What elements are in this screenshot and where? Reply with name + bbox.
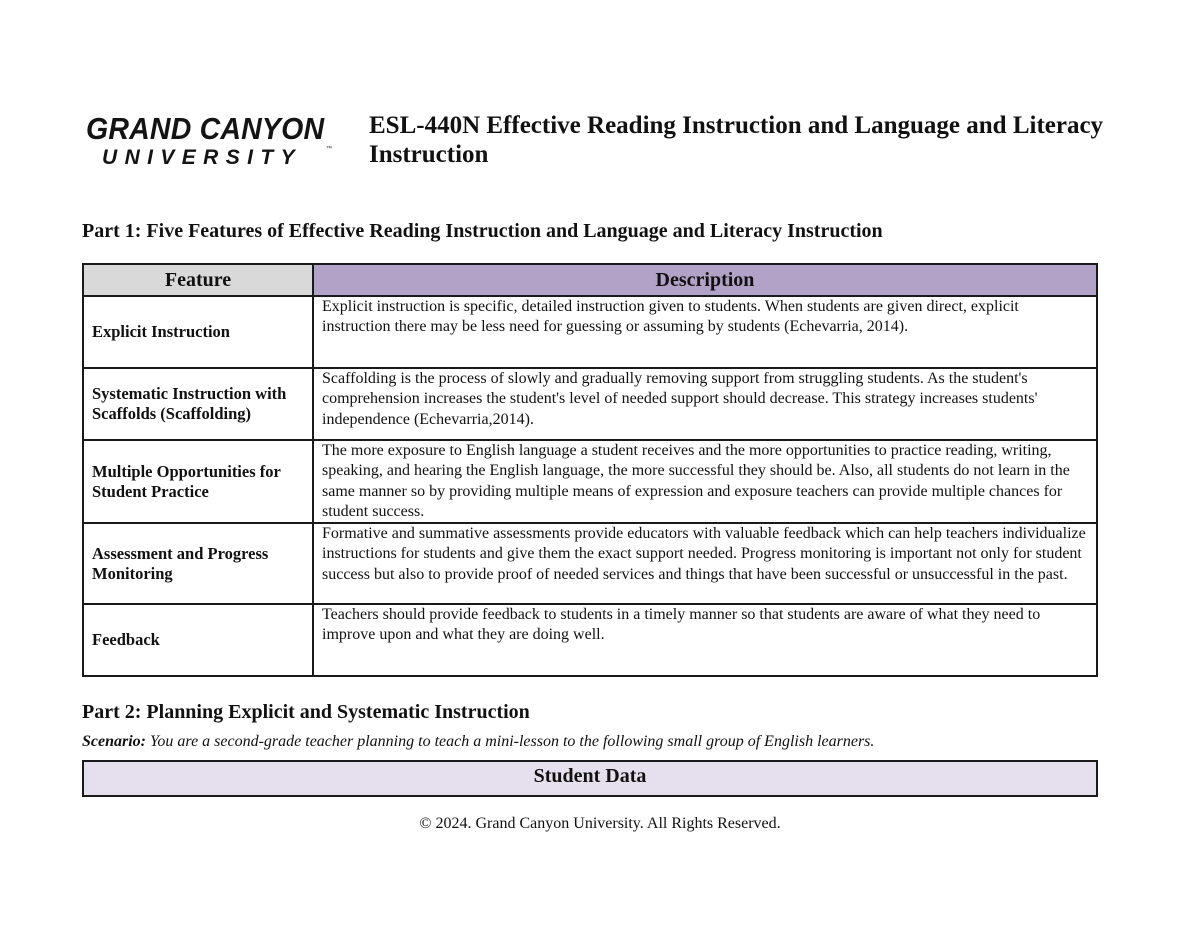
table-header-row [83, 264, 1097, 296]
copyright-footer: © 2024. Grand Canyon University. All Rights Reserved. [419, 815, 781, 832]
table-row [83, 440, 1097, 523]
feature-column-header: Feature [83, 264, 313, 296]
feature-cell: Explicit Instruction [83, 296, 313, 368]
description-cell: Teachers should provide feedback to students in a timely manner so that students are aware of what they need to improve upon and what they are doing well. [313, 604, 1097, 676]
table-row [83, 296, 1097, 368]
table-row [83, 368, 1097, 440]
feature-cell: Assessment and Progress Monitoring [83, 523, 313, 604]
feature-cell: Systematic Instruction with Scaffolds (Scaffolding) [83, 368, 313, 440]
logo-trademark: ™ [326, 146, 332, 152]
gcu-logo [86, 113, 358, 173]
description-cell: Scaffolding is the process of slowly and gradually removing support from struggling students. As the student's comprehension increases the student's level of needed support should decrease. This strategy increases students' independence (Echevarria,2014). [313, 368, 1097, 440]
description-cell: Formative and summative assessments provide educators with valuable feedback which can help teachers individualize instructions for students and give them the exact support needed. Progress monitoring is important not only for student success but also to provide proof of needed services and things that have been successful or unsuccessful in the past. [313, 523, 1097, 604]
table-row [83, 604, 1097, 676]
description-cell: Explicit instruction is specific, detailed instruction given to students. When students are given direct, explicit instruction there may be less need for guessing or assuming by students (Echevarria, 2014). [313, 296, 1097, 368]
logo-line-2: UNIVERSITY [102, 146, 303, 169]
features-table [82, 263, 1098, 677]
part2-heading: Part 2: Planning Explicit and Systematic Instruction [82, 701, 530, 723]
description-cell: The more exposure to English language a student receives and the more opportunities to practice reading, writing, speaking, and hearing the English language, the more successful they should be. Also, all students do not learn in the same manner so by providing multiple means of expression and exposure teachers can provide multiple chances for student success. [313, 440, 1097, 523]
document-title: ESL-440N Effective Reading Instruction and Language and Literacy Instruction [369, 112, 1104, 168]
feature-cell: Multiple Opportunities for Student Practice [83, 440, 313, 523]
table-row [83, 523, 1097, 604]
student-data-header: Student Data [82, 760, 1098, 797]
part1-heading: Part 1: Five Features of Effective Reading Instruction and Language and Literacy Instruction [82, 220, 883, 242]
feature-cell: Feedback [83, 604, 313, 676]
scenario-text [82, 733, 874, 751]
description-column-header: Description [313, 264, 1097, 296]
scenario-label: Scenario: [82, 733, 146, 750]
scenario-body: You are a second-grade teacher planning to teach a mini-lesson to the following small group of English learners. [146, 733, 875, 750]
logo-line-1: GRAND CANYON [86, 111, 325, 146]
